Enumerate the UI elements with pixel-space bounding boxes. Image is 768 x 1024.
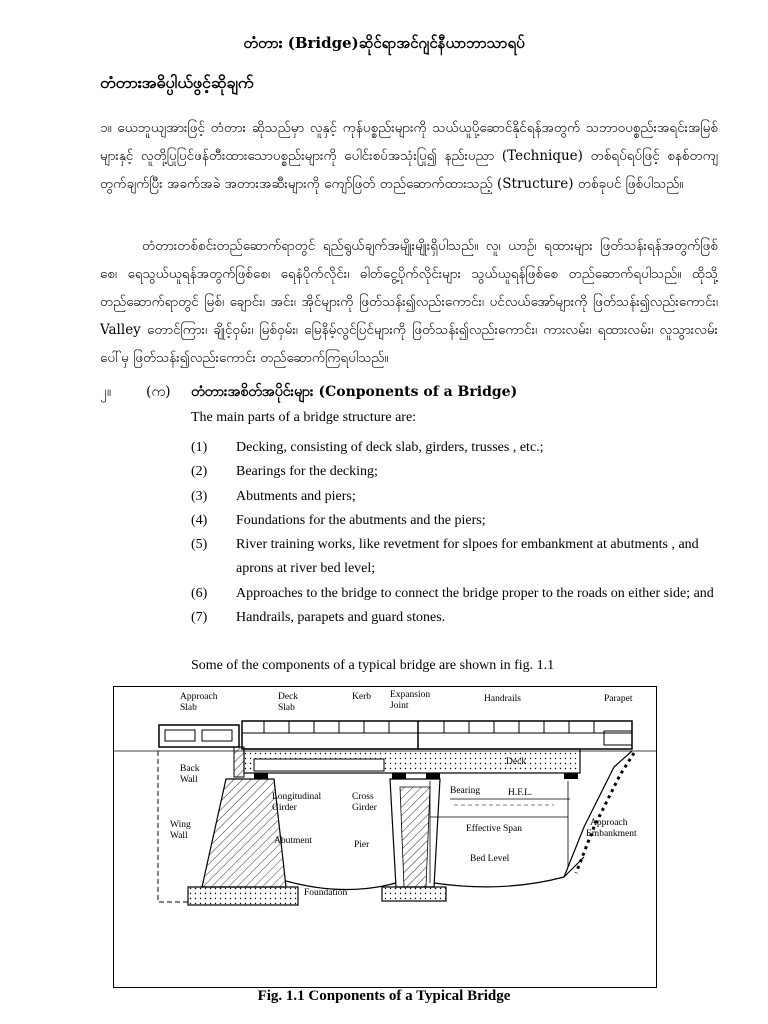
svg-text:Slab: Slab: [278, 703, 295, 713]
item-number: (1): [191, 440, 208, 455]
svg-text:Wall: Wall: [180, 775, 198, 785]
item-text: Decking, consisting of deck slab, girders, trusses , etc.;: [236, 440, 544, 455]
item-text: Foundations for the abutments and the piers;: [236, 512, 486, 528]
bridge-diagram: [114, 687, 656, 987]
list-item: [191, 436, 721, 460]
foundation: [188, 887, 298, 905]
figure-caption: Fig. 1.1 Conponents of a Typical Bridge: [257, 988, 511, 1004]
item-number: (3): [191, 488, 208, 504]
label-pier: Pier: [354, 840, 370, 850]
svg-text:Girder: Girder: [352, 803, 377, 813]
components-intro: The main parts of a bridge structure are:: [191, 410, 417, 425]
list-item: [191, 533, 721, 582]
svg-text:Embankment: Embankment: [586, 829, 637, 839]
item-number: (6): [191, 585, 208, 601]
label-bed-level: Bed Level: [470, 854, 510, 864]
label-handrails: Handrails: [484, 694, 521, 704]
approach-slab: [159, 725, 239, 747]
list-item: [191, 485, 721, 509]
deck-handrails: [242, 721, 632, 749]
item-text: River training works, like revetment for slpoes for embankment at abutments , and aprons at river bed level;: [236, 537, 699, 577]
label-expansion-joint: Expansion: [390, 690, 431, 700]
item-text: Bearings for the decking;: [236, 464, 378, 480]
svg-text:Slab: Slab: [180, 703, 197, 713]
label-bearing: Bearing: [450, 786, 481, 796]
svg-text:Joint: Joint: [390, 701, 409, 711]
label-parapet: Parapet: [604, 694, 633, 704]
label-back-wall: Back: [180, 764, 200, 774]
label-foundation: Foundation: [304, 888, 348, 898]
list-item: [191, 460, 721, 484]
label-deck-slab: Deck: [278, 692, 299, 702]
item-number: (2): [191, 464, 208, 480]
item-number: (4): [191, 512, 208, 528]
label-longitudinal-girder: Longitudinal: [272, 792, 322, 802]
paragraph-2: တံတားတစ်စင်းတည်ဆောက်ရာတွင် ရည်ရွယ်ချက်အမျိုးမျိုးရှိပါသည်။ လူ၊ ယာဉ်၊ ရထားများ ဖြတ်သန်းရန်အတွက်ဖြစ်စေ၊ ရေသွယ်ယူရန်အတွက်ဖြစ်စေ၊ ရေနံပိုက်လိုင်း၊ ဓါတ်ငွေ့ပိုက်လိုင်းများ သွယ်ယူရန်ဖြစ်စေ တည်ဆောက်ရပါသည်။ ထိုသို့တည်ဆောက်ရာတွင် မြစ်၊ ချောင်း၊ အင်း၊ အိုင်များကို ဖြတ်သန်း၍လည်းကောင်း၊ ပင်လယ်အော်များကို ဖြတ်သန်း၍လည်းကောင်း၊ Valley တောင်ကြား၊ ချိုင့်ဝှမ်း၊ မြစ်ဝှမ်း၊ မြေနိမ့်လွင်ပြင်များကို ဖြတ်သန်း၍လည်းကောင်း၊ ကားလမ်း၊ ရထားလမ်း၊ လူသွားလမ်းပေါ်မှ ဖြတ်သန်း၍လည်းကောင်း တည်ဆောက်ကြရပါသည်။: [100, 238, 718, 366]
item-text: Abutments and piers;: [236, 488, 356, 504]
label-approach-slab: Approach: [180, 692, 218, 702]
document-title: တံတား (Bridge)ဆိုင်ရာအင်ဂျင်နီယာဘာသာရပ်: [243, 34, 525, 52]
back-wall: [234, 747, 244, 777]
svg-text:Wall: Wall: [170, 831, 188, 841]
label-kerb: Kerb: [352, 692, 371, 702]
section-number: ၂။: [100, 384, 112, 400]
label-effective-span: Effective Span: [466, 824, 523, 834]
list-item: [191, 509, 721, 533]
label-approach-embankment: Approach: [590, 818, 628, 828]
paragraph-1: ၁။ ယေဘူယျအားဖြင့် တံတား ဆိုသည်မှာ လူနှင့် ကုန်ပစ္စည်းများကို သယ်ယူပို့ဆောင်နိုင်ရန်အတွက် သဘာဝပစ္စည်းအရင်းအမြစ်များနှင့် လူတို့ပြုပြင်ဖန်တီးထားသောပစ္စည်းများကို ပေါင်းစပ်အသုံးပြု၍ နည်းပညာ (Technique) တစ်ရပ်ရပ်ဖြင့် စနစ်တကျတွက်ချက်ပြီး အခက်အခဲ အတားအဆီးများကို ကျော်ဖြတ် တည်ဆောက်ထားသည့် (Structure) တစ်ခုပင် ဖြစ်ပါသည်။: [100, 120, 718, 192]
section-subnumber: (က): [146, 384, 171, 400]
item-number: (5): [191, 537, 208, 553]
label-wing-wall: Wing: [170, 820, 191, 830]
list-item: [191, 582, 721, 606]
components-list: [191, 436, 721, 630]
definition-heading: တံတားအဓိပ္ပါယ်ဖွင့်ဆိုချက်: [100, 73, 254, 92]
label-hfl: H.F.L.: [508, 788, 533, 798]
item-text: Approaches to the bridge to connect the bridge proper to the roads on either side; and: [236, 585, 714, 601]
item-text: Handrails, parapets and guard stones.: [236, 610, 446, 626]
bridge-figure: [113, 686, 657, 988]
label-abutment: Abutment: [274, 836, 312, 846]
bearing: [254, 773, 268, 779]
section-title: တံတားအစိတ်အပိုင်းများ (Conponents of a Bridge): [191, 384, 518, 400]
label-deck: Deck: [506, 757, 527, 767]
label-cross-girder: Cross: [352, 792, 374, 802]
longitudinal-girder: [254, 759, 384, 771]
list-item: [191, 606, 721, 630]
item-number: (7): [191, 610, 208, 626]
figure-note: Some of the components of a typical bridge are shown in fig. 1.1: [191, 658, 555, 673]
svg-text:Girder: Girder: [272, 803, 297, 813]
